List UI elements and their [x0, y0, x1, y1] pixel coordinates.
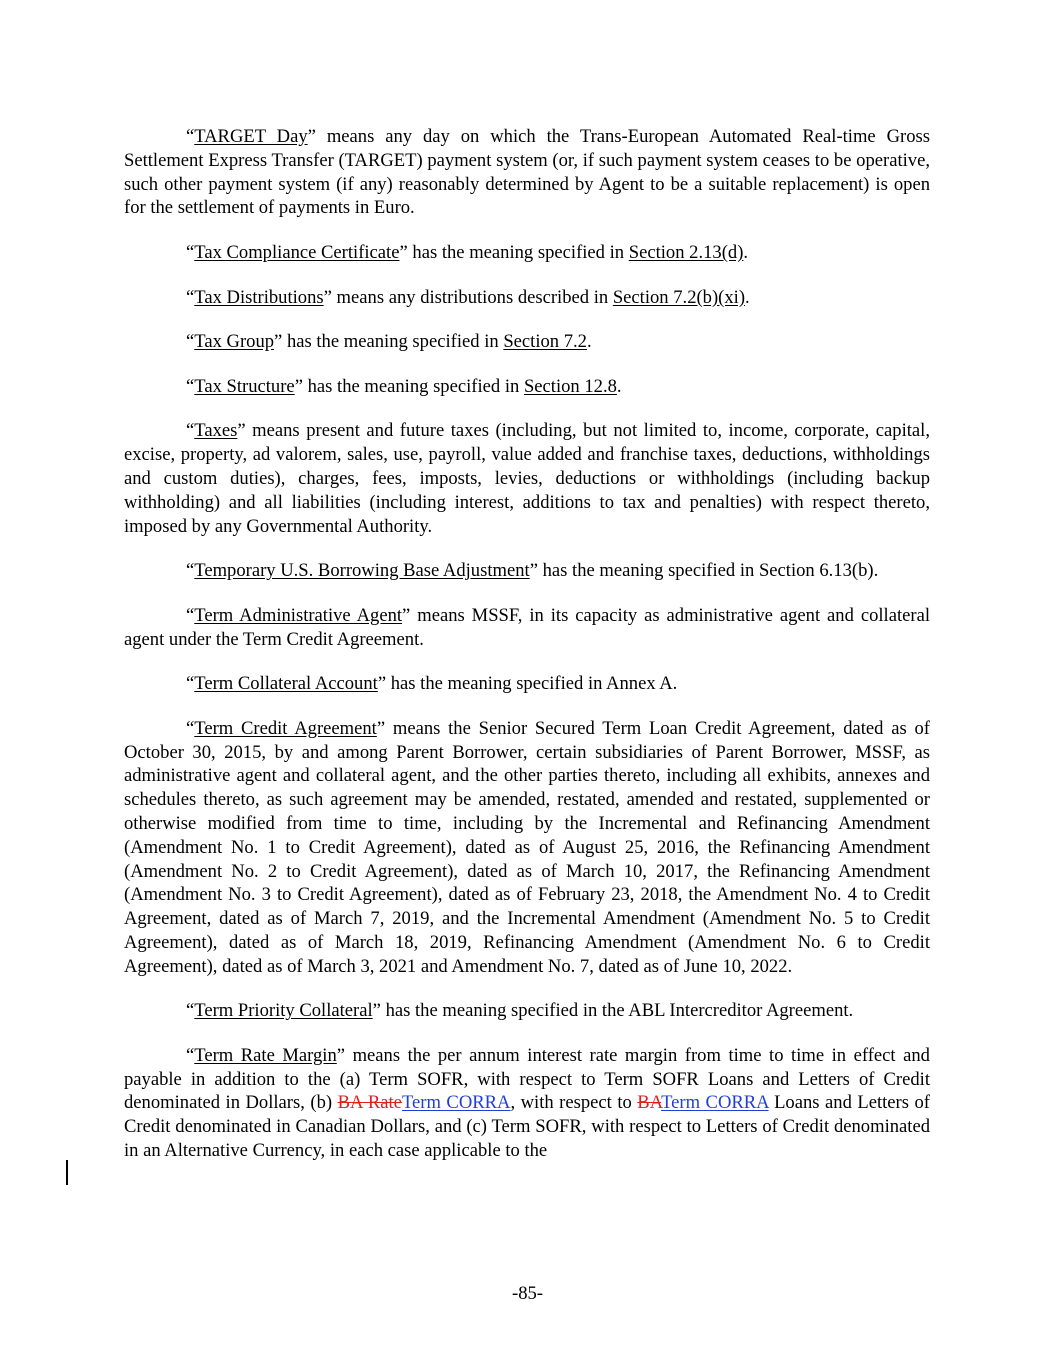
defined-term: Taxes [194, 420, 238, 442]
definition-term-administrative-agent: “Term Administrative Agent” means MSSF, in its capacity as administrative agent and collateral agent under the Term Credit Agreement. [124, 604, 930, 650]
definition-text: means any distributions described in [331, 286, 613, 308]
definition-text: means present and future taxes (including, but not limited to, income, corporate, capital, excise, property, ad valorem, sales, use, payroll, value added and franchise taxes, deductions, withholdings and custom duties), charges, fees, imposts, levies, deductions or withholdings (including backup withholding) and all liabilities (including interest, additions to tax and penalties) with respect thereto, imposed by any Governmental Authority. [124, 420, 930, 537]
definition-term-credit-agreement: “Term Credit Agreement” means the Senior Secured Term Loan Credit Agreement, dated as of October 30, 2015, by and among Parent Borrower, certain subsidiaries of Parent Borrower, MSSF, as administrative agent and collateral agent, and the other parties thereto, including all exhibits, annexes and schedules thereto, as such agreement may be amended, restated, amended and restated, supplemented or otherwise modified from time to time, including by the Incremental and Refinancing Amendment (Amendment No. 1 to Credit Agreement), dated as of August 25, 2016, the Refinancing Amendment (Amendment No. 2 to Credit Agreement), dated as of March 10, 2017, the Refinancing Amendment (Amendment No. 3 to Credit Agreement), dated as of February 23, 2018, the Amendment No. 4 to Credit Agreement, dated as of March 7, 2019, and the Incremental Amendment (Amendment No. 5 to Credit Agreement), dated as of March 18, 2019, Refinancing Amendment (Amendment No. 6 to Credit Agreement), dated as of March 3, 2021 and Amendment No. 7, dated as of June 10, 2022. [124, 717, 930, 977]
defined-term: Tax Structure [194, 375, 295, 397]
definition-taxes: “Taxes” means present and future taxes (including, but not limited to, income, corporate, capital, excise, property, ad valorem, sales, use, payroll, value added and franchise taxes, deductions, withholdings and custom duties), charges, fees, imposts, levies, deductions or withholdings (including backup withholding) and all liabilities (including interest, additions to tax and penalties) with respect thereto, imposed by any Governmental Authority. [124, 420, 930, 537]
defined-term: Term Rate Margin [194, 1044, 337, 1066]
definition-term-priority-collateral: “Term Priority Collateral” has the meaning specified in the ABL Intercreditor Agreement. [186, 1000, 854, 1022]
definition-text: means the per annum interest rate margin from time to time in effect and payable in addition to the (a) Term SOFR, with respect to Term SOFR Loans and Letters of Credit denominated in Dollars, (b) [124, 1044, 930, 1114]
definition-text: has the meaning specified in [302, 375, 524, 397]
definition-term-collateral-account: “Term Collateral Account” has the meaning specified in Annex A. [186, 673, 678, 695]
deleted-text: BA Rate [337, 1092, 402, 1114]
definition-tax-distributions: “Tax Distributions” means any distributions described in Section 7.2(b)(xi). [186, 286, 750, 308]
section-reference: Section 12.8 [523, 375, 617, 397]
deleted-text: BA [637, 1092, 662, 1114]
definition-term-rate-margin: “Term Rate Margin” means the per annum interest rate margin from time to time in effect and payable in addition to the (a) Term SOFR, with respect to Term SOFR Loans and Letters of Credit denominated in Dollars, (b) BA RateTerm CORRA, with respect to BATerm CORRA Loans and Letters of Credit denominated in Canadian Dollars, and (c) Term SOFR, with respect to Letters of Credit denominated in an Alternative Currency, in each case applicable to the [124, 1044, 930, 1162]
definition-tax-group: “Tax Group” has the meaning specified in Section 7.2. [186, 331, 592, 353]
definition-text: has the meaning specified in [282, 331, 504, 353]
defined-term: Term Administrative Agent [194, 604, 403, 626]
section-reference: Section 7.2(b)(xi) [612, 286, 746, 308]
section-reference: Section 2.13(d) [628, 241, 744, 263]
definitions-list [124, 125, 930, 1163]
defined-term: Term Collateral Account [194, 673, 378, 695]
definition-text: has the meaning specified in Annex A. [386, 673, 678, 695]
definition-text: has the meaning specified in Section 6.13(b). [537, 560, 879, 582]
defined-term: Term Priority Collateral [194, 1000, 373, 1022]
defined-term: TARGET Day [194, 126, 308, 147]
inserted-text: Term CORRA [401, 1092, 511, 1114]
defined-term: Tax Distributions [194, 286, 324, 308]
revision-change-bar [66, 1160, 68, 1185]
definition-text: has the meaning specified in [407, 241, 629, 263]
definition-text: means MSSF, in its capacity as administrative agent and collateral agent under the Term Credit Agreement. [124, 604, 930, 650]
definition-tax-structure: “Tax Structure” has the meaning specified in Section 12.8. [186, 375, 622, 397]
definition-temporary-borrowing-base-adjustment: “Temporary U.S. Borrowing Base Adjustment” has the meaning specified in Section 6.13(b). [186, 560, 879, 582]
inserted-text: Term CORRA [661, 1092, 769, 1114]
definition-tax-compliance-certificate: “Tax Compliance Certificate” has the meaning specified in Section 2.13(d). [186, 241, 749, 263]
definition-text: has the meaning specified in the ABL Intercreditor Agreement. [380, 1000, 854, 1022]
defined-term: Term Credit Agreement [194, 717, 377, 739]
defined-term: Tax Group [194, 331, 275, 353]
definition-target-day: “TARGET Day” means any day on which the Trans-European Automated Real-time Gross Settlement Express Transfer (TARGET) payment system (or, if such payment system ceases to be operative, such other payment system (if any) reasonably determined by Agent to be a suitable replacement) is open for the settlement of payments in Euro. [124, 126, 930, 219]
definition-text: means the Senior Secured Term Loan Credit Agreement, dated as of October 30, 2015, by and among Parent Borrower, certain subsidiaries of Parent Borrower, MSSF, as administrative agent and collateral agent, and the other parties thereto, including all exhibits, annexes and schedules thereto, as such agreement may be amended, restated, amended and restated, supplemented or otherwise modified from time to time, including by the Incremental and Refinancing Amendment (Amendment No. 1 to Credit Agreement), dated as of August 25, 2016, the Refinancing Amendment (Amendment No. 2 to Credit Agreement), dated as of March 10, 2017, the Refinancing Amendment (Amendment No. 3 to Credit Agreement), dated as of February 23, 2018, the Amendment No. 4 to Credit Agreement, dated as of March 7, 2019, and the Incremental Amendment (Amendment No. 5 to Credit Agreement), dated as of March 18, 2019, Refinancing Amendment (Amendment No. 6 to Credit Agreement), dated as of March 3, 2021 and Amendment No. 7, dated as of June 10, 2022. [124, 717, 930, 977]
page-number: -85- [512, 1283, 543, 1304]
defined-term: Tax Compliance Certificate [194, 241, 400, 263]
section-reference: Section 7.2 [503, 331, 587, 353]
definition-text: means any day on which the Trans-European Automated Real-time Gross Settlement Express Transfer (TARGET) payment system (or, if such payment system ceases to be operative, such other payment system (if any) reasonably determined by Agent to be a suitable replacement) is open for the settlement of payments in Euro. [124, 126, 930, 219]
defined-term: Temporary U.S. Borrowing Base Adjustment [194, 560, 530, 582]
